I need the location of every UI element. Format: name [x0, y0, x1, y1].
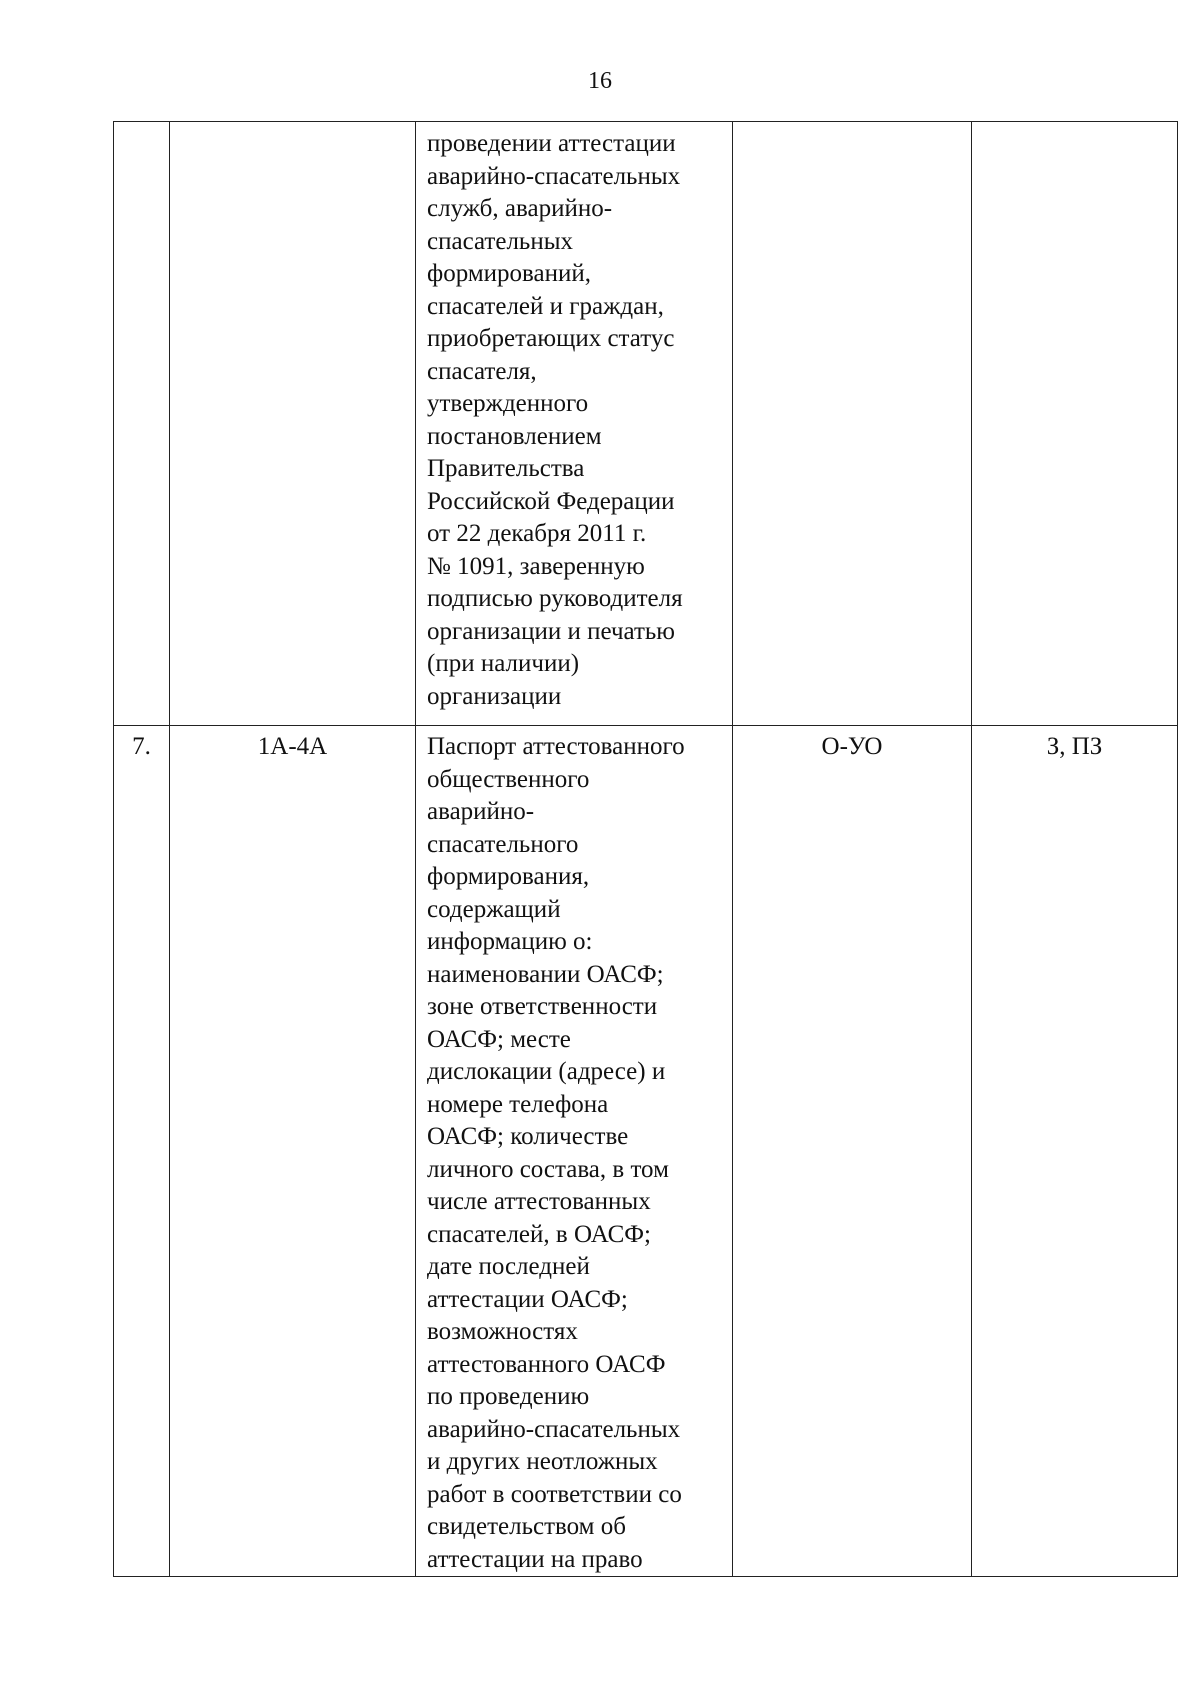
- description-line: утвержденного: [427, 390, 589, 417]
- description-line: Правительства: [427, 455, 585, 482]
- description-line: спасательного: [427, 830, 579, 858]
- description-line: числе аттестованных: [427, 1188, 651, 1215]
- description-line: свидетельством об: [427, 1513, 626, 1540]
- description-line: личного состава, в том: [427, 1155, 669, 1183]
- description-line: спасателей и граждан,: [427, 292, 664, 320]
- description-line: (при наличии): [427, 650, 580, 677]
- cell-number: 7.: [114, 726, 170, 1577]
- description-line: аварийно-спасательных: [427, 162, 681, 190]
- description-line: Российской Федерации: [427, 487, 675, 515]
- description-line: постановлением: [427, 422, 602, 450]
- description-line: спасателя,: [427, 357, 537, 385]
- description-line: и других неотложных: [427, 1448, 658, 1475]
- cell-code: [170, 122, 416, 726]
- description-line: организации: [427, 682, 562, 710]
- description-line: аварийно-: [427, 798, 535, 825]
- description-line: номере телефона: [427, 1090, 609, 1118]
- description-line: дислокации (адресе) и: [427, 1058, 666, 1085]
- description-line: возможностях: [427, 1318, 578, 1345]
- description-line: Паспорт аттестованного: [427, 733, 685, 760]
- description-line: общественного: [427, 765, 590, 793]
- description-line: содержащий: [427, 895, 561, 923]
- cell-description: [416, 122, 733, 726]
- description-line: аварийно-спасательных: [427, 1415, 681, 1443]
- description-line: аттестованного ОАСФ: [427, 1350, 666, 1378]
- description-line: ОАСФ; месте: [427, 1025, 571, 1053]
- description-line: формирований,: [427, 260, 591, 287]
- description-line: проведении аттестации: [427, 130, 676, 157]
- cell-code: 1А-4А: [170, 726, 416, 1577]
- description-line: зоне ответственности: [427, 993, 658, 1020]
- description-line: приобретающих статус: [427, 325, 675, 352]
- description-line: № 1091, заверенную: [427, 552, 645, 580]
- description-line: аттестации ОАСФ;: [427, 1285, 628, 1313]
- description-line: служб, аварийно-: [427, 195, 613, 222]
- description-line: ОАСФ; количестве: [427, 1123, 629, 1150]
- description-line: дате последней: [427, 1253, 590, 1280]
- description-line: аттестации на право: [427, 1545, 643, 1573]
- description-line: по проведению: [427, 1383, 590, 1410]
- description-line: спасателей, в ОАСФ;: [427, 1220, 651, 1248]
- cell-organization: [733, 122, 972, 726]
- description-line: наименовании ОАСФ;: [427, 960, 664, 988]
- cell-description: [416, 726, 733, 1577]
- table-row-7: [114, 726, 1178, 1577]
- cell-mode: [972, 122, 1178, 726]
- description-line: от 22 декабря 2011 г.: [427, 520, 647, 547]
- description-line: спасательных: [427, 227, 573, 255]
- table-row-continuation: [114, 122, 1178, 726]
- description-line: формирования,: [427, 863, 590, 890]
- document-table: [113, 121, 1178, 1577]
- description-line: подписью руководителя: [427, 585, 683, 612]
- page-number: 16: [588, 68, 612, 94]
- cell-organization: О-УО: [733, 726, 972, 1577]
- cell-number: [114, 122, 170, 726]
- description-line: работ в соответствии со: [427, 1480, 682, 1508]
- description-line: организации и печатью: [427, 617, 675, 645]
- description-line: информацию о:: [427, 928, 593, 955]
- cell-mode: З, ПЗ: [972, 726, 1178, 1577]
